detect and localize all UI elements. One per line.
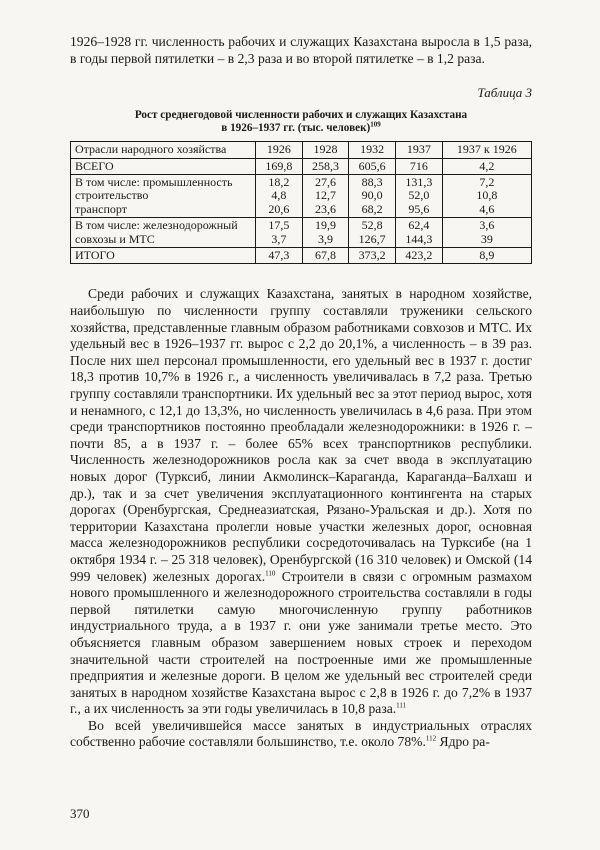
cell-value: 52,8 <box>361 218 383 233</box>
header-1932: 1932 <box>349 142 396 158</box>
body-text <box>70 286 532 751</box>
footnote-ref: 112 <box>425 734 437 743</box>
row-label-line: В том числе: железнодорожный <box>75 218 238 233</box>
cell-value: 3,9 <box>318 231 333 246</box>
cell-1937 <box>396 175 443 218</box>
header-1928: 1928 <box>302 142 349 158</box>
table-title-footnote: 109 <box>370 120 381 129</box>
cell-value: 39 <box>480 231 493 246</box>
row-label-line: транспорт <box>75 201 127 216</box>
cell-value: 716 <box>409 158 428 173</box>
footnote-ref: 110 <box>265 569 276 577</box>
row-label <box>71 218 256 248</box>
table-title <box>70 109 532 135</box>
document-page <box>70 34 532 751</box>
cell-value: 423,2 <box>405 248 433 263</box>
cell-value: 126,7 <box>358 231 386 246</box>
cell-value: 67,8 <box>315 248 336 263</box>
cell-value: 47,3 <box>268 248 290 263</box>
header-1937: 1937 <box>396 142 443 158</box>
cell-1926 <box>256 218 303 248</box>
paragraph-text: Среди рабочих и служащих Казахстана, занятых в народном хозяйстве, наибольшую по численности группу составляли труженики сельского хозяйства, представленные главным образом работниками совхозов и МТС. Их удельный вес в 1926–1937 гг. вырос с 2,2 до 20,1%, а численность – в 39 раз. После них шел персонал промышленности, его удельный вес в 1937 г. достиг 18,3 против 10,7% в 1926 г., а численность увеличивалась в 7,2 раза. Третью группу составляли транспортники. Их удельный вес за этот период вырос, хотя и ненамного, с 12,1 до 13,3%, но численность увеличилась в 4,6 раза. При этом среди транспортников постоянно преобладали железнодорожники: в 1926 г. – почти 85, а в 1937 г. – более 65% всех транспортников республики. Численность железнодорожников росла как за счет ввода в эксплуатацию новых дорог (Турксиб, линии Акмолинск–Караганда, Караганда–Балхаш и др.), так и за счет увеличения эксплуатационного контингента на старых дорогах (Оренбургская, Среднеазиатская, Рязано-Уральская и др.). Хотя по территории Казахстана пролегли новые участки железных дорог, основная масса железнодорожников республики сосредоточивалась на Турксибе (на 1 октября 1934 г. – 25 318 человек), Оренбургской (16 310 человек) и Омской (14 999 человек) железных дорогах. <box>70 286 532 584</box>
header-1926: 1926 <box>256 142 303 158</box>
intro-paragraph: 1926–1928 гг. численность рабочих и служащих Казахстана выросла в 1,5 раза, в годы первой пятилетки – в 2,3 раза и во второй пятилетке – в 1,2 раза. <box>70 34 532 66</box>
cell-value: 3,6 <box>479 218 495 233</box>
cell-ratio <box>442 248 531 264</box>
cell-1926 <box>256 248 303 264</box>
cell-value: 90,0 <box>361 188 383 203</box>
row-label-line: ВСЕГО <box>75 158 114 173</box>
page-number: 370 <box>70 806 90 821</box>
cell-1932 <box>349 218 396 248</box>
cell-value: 88,3 <box>361 175 383 189</box>
cell-1928 <box>302 175 349 218</box>
table-row-rail-group <box>71 218 532 248</box>
table-title-line1: Рост среднегодовой численности рабочих и служащих Казахстана <box>134 109 468 122</box>
cell-value: 10,8 <box>476 188 498 203</box>
cell-value: 20,6 <box>268 201 290 216</box>
cell-value: 4,6 <box>479 201 495 216</box>
cell-value: 144,3 <box>405 231 433 246</box>
row-label <box>71 175 256 218</box>
row-label <box>71 248 256 264</box>
cell-ratio <box>442 158 531 174</box>
header-branch: Отрасли народного хозяйства <box>71 142 256 158</box>
table-header-row <box>71 142 532 158</box>
cell-value: 169,8 <box>265 158 293 173</box>
body-paragraph-2 <box>70 718 532 751</box>
cell-1928 <box>302 158 349 174</box>
cell-value: 18,2 <box>268 175 290 189</box>
cell-value: 258,3 <box>312 158 339 173</box>
cell-1928 <box>302 248 349 264</box>
cell-value: 4,8 <box>271 188 287 203</box>
cell-1937 <box>396 248 443 264</box>
table-row-total <box>71 158 532 174</box>
cell-value: 3,7 <box>271 231 287 246</box>
paragraph-text: Строители в связи с огромным размахом нового промышленного и железнодорожного строительства составляли в годы первой пятилетки самую многочисленную группу работников индустриального труда, а в 1937 г. они уже занимали третье место. Это объясняется главным образом завершением новых строек и переходом значительной части строителей на построенные ими же промышленные предприятия и железные дороги. В целом же удельный вес строителей среди занятых в народном хозяйстве Казахстана вырос с 2,8 в 1926 г. до 7,2% в 1937 г., а их численность за эти годы увеличилась в 10,8 раза. <box>70 568 532 717</box>
table-row-industry-group <box>71 175 532 218</box>
cell-value: 17,5 <box>268 218 290 233</box>
table-title-line2: в 1926–1937 гг. (тыс. человек) <box>221 122 371 135</box>
cell-value: 605,6 <box>358 158 386 173</box>
row-label-line: В том числе: промышленность <box>75 175 233 189</box>
cell-value: 27,6 <box>315 175 336 189</box>
cell-1932 <box>349 248 396 264</box>
cell-value: 19,9 <box>315 218 336 233</box>
paragraph-text: Во всей увеличившейся массе занятых в индустриальных отраслях собственно рабочие составляли большинство, т.е. около 78%. <box>70 717 532 750</box>
paragraph-text: Ядро ра- <box>436 734 490 750</box>
cell-1932 <box>349 158 396 174</box>
cell-value: 12,7 <box>315 188 336 203</box>
cell-1928 <box>302 218 349 248</box>
cell-value: 23,6 <box>315 201 336 216</box>
table-label: Таблица 3 <box>477 85 532 101</box>
row-label-line: совхозы и МТС <box>75 231 155 246</box>
cell-1932 <box>349 175 396 218</box>
footnote-ref: 111 <box>396 701 407 710</box>
cell-value: 373,2 <box>358 248 386 263</box>
body-paragraph-1 <box>70 286 532 717</box>
cell-1937 <box>396 158 443 174</box>
cell-value: 131,3 <box>405 175 433 189</box>
header-ratio: 1937 к 1926 <box>442 142 531 158</box>
row-label <box>71 158 256 174</box>
cell-value: 4,2 <box>479 158 495 173</box>
cell-value: 8,9 <box>479 248 495 263</box>
data-table <box>70 141 532 264</box>
table-row-grand-total <box>71 248 532 264</box>
cell-ratio <box>442 175 531 218</box>
cell-1926 <box>256 175 303 218</box>
cell-value: 52,0 <box>408 188 430 203</box>
cell-value: 7,2 <box>479 175 495 189</box>
cell-ratio <box>442 218 531 248</box>
cell-1926 <box>256 158 303 174</box>
cell-value: 62,4 <box>408 218 430 233</box>
cell-value: 68,2 <box>361 201 383 216</box>
row-label-line: строительство <box>75 188 149 203</box>
cell-value: 95,6 <box>408 201 430 216</box>
cell-1937 <box>396 218 443 248</box>
row-label-line: ИТОГО <box>75 248 115 263</box>
